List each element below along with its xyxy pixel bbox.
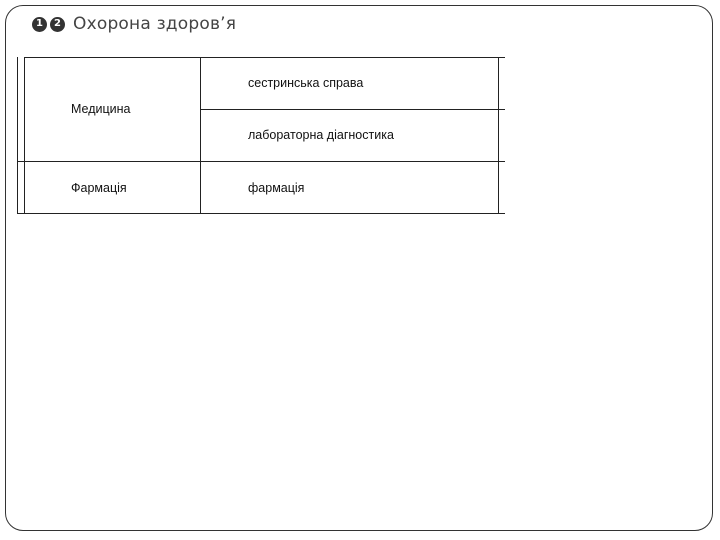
table-left-border: [24, 57, 25, 214]
title-text: Охорона здоров’я: [73, 14, 237, 34]
number-two-icon: 2: [50, 17, 65, 32]
table-cell-specialty: Медицина: [71, 102, 131, 116]
slide-title: [32, 10, 236, 38]
number-one-icon: 1: [32, 17, 47, 32]
table-left-tick: [17, 57, 18, 214]
table-right-border: [498, 57, 499, 214]
table-column-divider: [200, 57, 201, 214]
table-cell-specialization: фармація: [248, 181, 305, 195]
table-bottom-border: [17, 213, 505, 214]
table-cell-specialty: Фармація: [71, 181, 127, 195]
table-cell-specialization: лабораторна діагностика: [248, 128, 394, 142]
table-top-border: [24, 57, 505, 58]
table-row-divider: [17, 161, 505, 162]
table-cell-specialization: сестринська справа: [248, 76, 364, 90]
table-inner-divider: [200, 109, 505, 110]
